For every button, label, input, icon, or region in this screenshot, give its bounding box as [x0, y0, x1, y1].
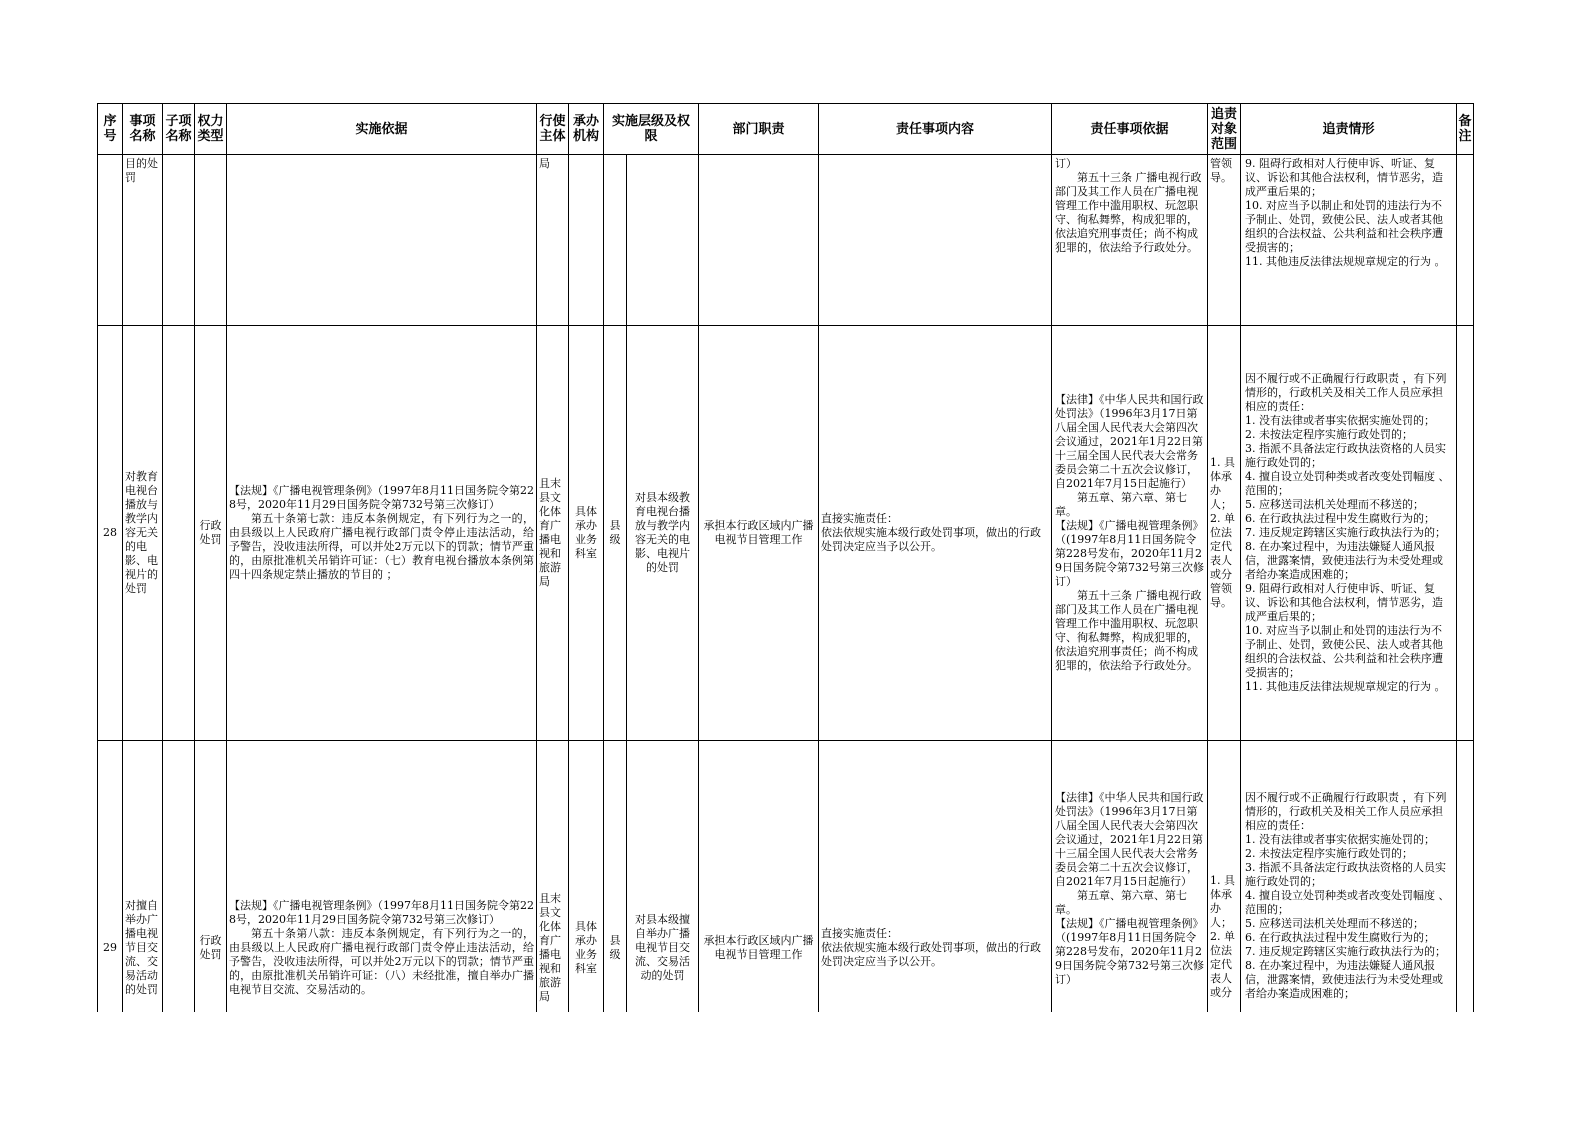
resp-basis-paragraph: 第五十三条 广播电视行政部门及其工作人员在广播电视管理工作中滥用职权、玩忽职守、徇私舞弊，构成犯罪的，依法追究刑事责任；尚不构成犯罪的，依法给予行政处分。 [1055, 171, 1202, 254]
row-28-power-type: 行政处罚 [195, 326, 227, 741]
row-29-resp-content: 直接实施责任： 依法依规实施本级行政处罚事项，做出的行政处罚决定应当予以公开。 [819, 741, 1052, 1013]
row-cont-subject: 局 [537, 155, 569, 326]
row-28-level: 县级 [604, 326, 627, 741]
row-29-remark [1457, 741, 1474, 1013]
basis-paragraph: 第五十条第八款：违反本条例规定，有下列行为之一的，由县级以上人民政府广播电视行政部门责令停止违法活动，给予警告，没收违法所得，可以并处2万元以下的罚款；情节严重的，由原批准机关吊销许可证：（八）未经批准，擅自举办广播电视节目交流、交易活动的。 [229, 927, 534, 996]
row-cont-item-name: 目的处罚 [123, 155, 163, 326]
header-item-name: 事项名称 [123, 104, 163, 155]
header-duty: 部门职责 [699, 104, 819, 155]
resp-basis-paragraph: 订） [1055, 157, 1078, 170]
row-28-item-name: 对教育电视台播放与教学内容无关的电影、电视片的处罚 [123, 326, 163, 741]
row-cont-duty [699, 155, 819, 326]
header-subject: 行使主体 [537, 104, 569, 155]
header-level-scope: 实施层级及权限 [604, 104, 699, 155]
row-29-power-type: 行政处罚 [195, 741, 227, 1013]
table-row-28 [98, 326, 1474, 741]
power-list-table [97, 103, 1474, 1012]
row-cont-resp-basis [1052, 155, 1208, 326]
row-29-accountability: 因不履行或不正确履行行政职责 ，有下列情形的，行政机关及相关工作人员应承担相应的责任： 1. 没有法律或者事实依据实施处罚的； 2. 未按法定程序实施行政处罚的； 3. 指派不具备法定行政执法资格的人员实施行政处罚的； 4. 擅自设立处罚种类或者改变处罚幅度 、范围的； 5. 应移送司法机关处理而不移送的； 6. 在行政执法过程中发生腐败行为的； 7. 违反规定跨辖区实施行政执法行为的； 8. 在办案过程中，为违法嫌疑人通风报信，泄露案情，致使违法行为未受处理或者给办案造成困难的； [1241, 741, 1457, 1013]
header-resp-basis: 责任事项依据 [1052, 104, 1208, 155]
table-viewport [97, 103, 1474, 1012]
row-28-sub-item [163, 326, 195, 741]
row-28-accountable: 1. 具体承办人； 2. 单位法定代表人或分管领导。 [1208, 326, 1241, 741]
row-29-accountable: 1. 具体承办人； 2. 单位法定代表人或分 [1208, 741, 1241, 1013]
row-28-remark [1457, 326, 1474, 741]
row-28-resp-basis [1052, 326, 1208, 741]
row-cont-basis [227, 155, 537, 326]
row-29-level: 县级 [604, 741, 627, 1013]
row-28-scope: 对县本级教育电视台播放与教学内容无关的电影、电视片的处罚 [627, 326, 699, 741]
row-28-duty: 承担本行政区域内广播电视节目管理工作 [699, 326, 819, 741]
row-28-subject: 且末县文化体育广播电视和旅游局 [537, 326, 569, 741]
row-29-resp-basis [1052, 741, 1208, 1013]
header-sub-item: 子项名称 [163, 104, 195, 155]
row-28-resp-content: 直接实施责任： 依法依规实施本级行政处罚事项，做出的行政处罚决定应当予以公开。 [819, 326, 1052, 741]
resp-basis-paragraph: 【法律】《中华人民共和国行政处罚法》（1996年3月17日第八届全国人民代表大会第四次会议通过，2021年1月22日第十三届全国人民代表大会常务委员会第二十五次会议修订，自2021年7月15日起施行） [1055, 791, 1204, 888]
row-28-seq: 28 [98, 326, 123, 741]
row-29-seq: 29 [98, 741, 123, 1013]
basis-paragraph: 第五十条第七款：违反本条例规定，有下列行为之一的，由县级以上人民政府广播电视行政部门责令停止违法活动，给予警告，没收违法所得，可以并处2万元以下的罚款；情节严重的，由原批准机关吊销许可证：（七）教育电视台播放本条例第四十四条规定禁止播放的节目的 ； [229, 512, 534, 581]
row-cont-agency [569, 155, 604, 326]
resp-basis-paragraph: 第五十三条 广播电视行政部门及其工作人员在广播电视管理工作中滥用职权、玩忽职守、徇私舞弊，构成犯罪的，依法追究刑事责任；尚不构成犯罪的，依法给予行政处分。 [1055, 589, 1202, 672]
row-29-item-name: 对擅自举办广播电视节目交流、交易活动的处罚 [123, 741, 163, 1013]
row-29-basis [227, 741, 537, 1013]
resp-basis-paragraph: 第五章、第六章、第七章。 [1055, 491, 1188, 518]
header-remark: 备注 [1457, 104, 1474, 155]
resp-basis-paragraph: 第五章、第六章、第七章。 [1055, 889, 1188, 916]
row-29-sub-item [163, 741, 195, 1013]
row-cont-accountable: 管领导。 [1208, 155, 1241, 326]
row-cont-accountability: 9. 阻碍行政相对人行使申诉、听证、复议、诉讼和其他合法权利，情节恶劣，造成严重后果的； 10. 对应当予以制止和处罚的违法行为不予制止、处罚，致使公民、法人或者其他组织的合法权益、公共利益和社会秩序遭受损害的； 11. 其他违反法律法规规章规定的行为 。 [1241, 155, 1457, 326]
resp-basis-paragraph: 【法规】《广播电视管理条例》（(1997年8月11日国务院令第228号发布，2020年11月29日国务院令第732号第三次修订） [1055, 917, 1205, 986]
row-28-accountability: 因不履行或不正确履行行政职责 ，有下列情形的，行政机关及相关工作人员应承担相应的责任： 1. 没有法律或者事实依据实施处罚的； 2. 未按法定程序实施行政处罚的； 3. 指派不具备法定行政执法资格的人员实施行政处罚的； 4. 擅自设立处罚种类或者改变处罚幅度 、范围的； 5. 应移送司法机关处理而不移送的； 6. 在行政执法过程中发生腐败行为的； 7. 违反规定跨辖区实施行政执法行为的； 8. 在办案过程中，为违法嫌疑人通风报信，泄露案情，致使违法行为未受处理或者给办案造成困难的； 9. 阻碍行政相对人行使申诉、听证、复议、诉讼和其他合法权利，情节恶劣，造成严重后果的； 10. 对应当予以制止和处罚的违法行为不予制止、处罚，致使公民、法人或者其他组织的合法权益、公共利益和社会秩序遭受损害的； 11. 其他违反法律法规规章规定的行为 。 [1241, 326, 1457, 741]
basis-paragraph: 【法规】《广播电视管理条例》（1997年8月11日国务院令第228号，2020年11月29日国务院令第732号第三次修订） [229, 484, 534, 511]
row-29-agency: 具体承办业务科室 [569, 741, 604, 1013]
header-accountable: 追责对象范围 [1208, 104, 1241, 155]
row-cont-resp-content [819, 155, 1052, 326]
header-seq: 序号 [98, 104, 123, 155]
header-power-type: 权力类型 [195, 104, 227, 155]
row-cont-power-type [195, 155, 227, 326]
row-cont-level [604, 155, 627, 326]
header-basis: 实施依据 [227, 104, 537, 155]
row-cont-seq [98, 155, 123, 326]
header-row [98, 104, 1474, 155]
row-29-subject: 且末县文化体育广播电视和旅游局 [537, 741, 569, 1013]
row-29-duty: 承担本行政区域内广播电视节目管理工作 [699, 741, 819, 1013]
resp-basis-paragraph: 【法律】《中华人民共和国行政处罚法》（1996年3月17日第八届全国人民代表大会第四次会议通过，2021年1月22日第十三届全国人民代表大会常务委员会第二十五次会议修订，自2021年7月15日起施行） [1055, 393, 1204, 490]
row-cont-sub-item [163, 155, 195, 326]
row-28-agency: 具体承办业务科室 [569, 326, 604, 741]
row-29-scope: 对县本级擅自举办广播电视节目交流、交易活动的处罚 [627, 741, 699, 1013]
header-resp-content: 责任事项内容 [819, 104, 1052, 155]
table-row-continued [98, 155, 1474, 326]
row-28-basis [227, 326, 537, 741]
header-agency: 承办机构 [569, 104, 604, 155]
row-cont-remark [1457, 155, 1474, 326]
resp-basis-paragraph: 【法规】《广播电视管理条例》（(1997年8月11日国务院令第228号发布，2020年11月29日国务院令第732号第三次修订） [1055, 519, 1205, 588]
table-row-29 [98, 741, 1474, 1013]
row-cont-scope [627, 155, 699, 326]
header-accountability: 追责情形 [1241, 104, 1457, 155]
basis-paragraph: 【法规】《广播电视管理条例》（1997年8月11日国务院令第228号，2020年11月29日国务院令第732号第三次修订） [229, 899, 534, 926]
